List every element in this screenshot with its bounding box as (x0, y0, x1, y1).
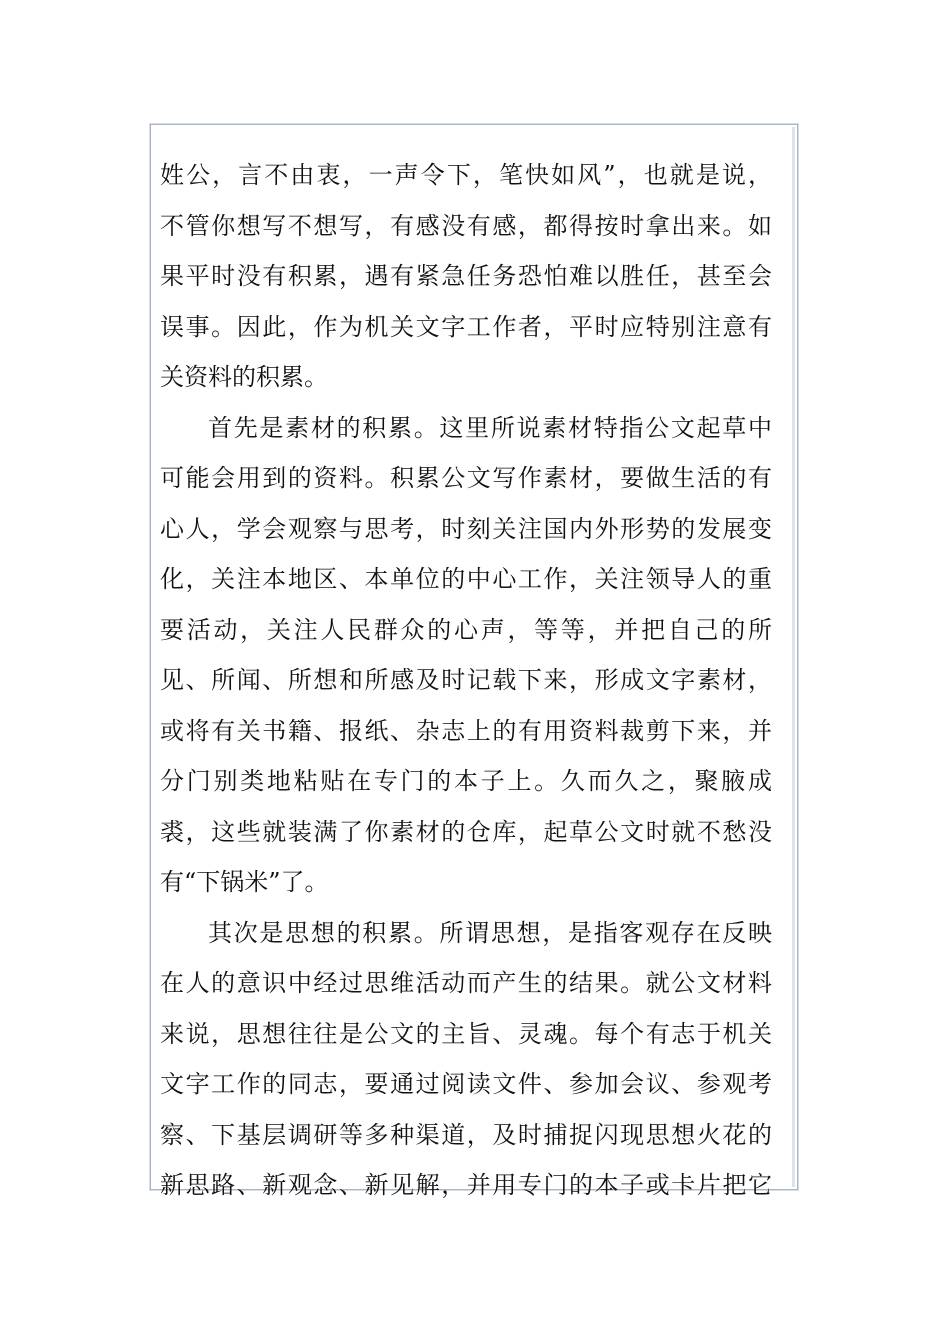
text-line: 文字工作的同志，要通过阅读文件、参加会议、参观考 (160, 1070, 772, 1098)
text-line: 分门别类地粘贴在专门的本子上。久而久之，聚腋成 (160, 767, 772, 795)
text-line: 可能会用到的资料。积累公文写作素材，要做生活的有 (160, 464, 772, 492)
text-line: 化，关注本地区、本单位的中心工作，关注领导人的重 (160, 565, 772, 593)
text-line: 误事。因此，作为机关文字工作者，平时应特别注意有 (160, 312, 772, 341)
text-line: 裘，这些就装满了你素材的仓库，起草公文时就不愁没 (160, 817, 772, 846)
text-line: 在人的意识中经过思维活动而产生的结果。就公文材料 (160, 969, 772, 997)
text-line: 要活动，关注人民群众的心声，等等，并把自己的所 (160, 615, 772, 644)
document-page (150, 124, 798, 1199)
text-line: 察、下基层调研等多种渠道，及时捕捉闪现思想火花的 (160, 1120, 772, 1149)
text-line: 果平时没有积累，遇有紧急任务恐怕难以胜任，甚至会 (160, 262, 772, 290)
text-line: 心人，学会观察与思考，时刻关注国内外形势的发展变 (160, 514, 772, 543)
text-line: 不管你想写不想写，有感没有感，都得按时拿出来。如 (160, 211, 772, 240)
text-line: 或将有关书籍、报纸、杂志上的有用资料裁剪下来，并 (160, 716, 772, 745)
paragraph-first-line: 其次是思想的积累。所谓思想，是指客观存在反映 (208, 918, 772, 947)
text-line: 姓公，言不由衷，一声令下，笔快如风”，也就是说， (160, 161, 772, 189)
text-line: 新思路、新观念、新见解，并用专门的本子或卡片把它 (160, 1171, 772, 1199)
text-line: 有“下锅米”了。 (160, 868, 329, 896)
text-line: 来说，思想往往是公文的主旨、灵魂。每个有志于机关 (160, 1019, 772, 1048)
paragraph-first-line: 首先是素材的积累。这里所说素材特指公文起草中 (208, 413, 772, 442)
text-line: 关资料的积累。 (160, 363, 328, 391)
text-line: 见、所闻、所想和所感及时记载下来，形成文字素材， (160, 666, 772, 694)
document-body (160, 150, 772, 1211)
